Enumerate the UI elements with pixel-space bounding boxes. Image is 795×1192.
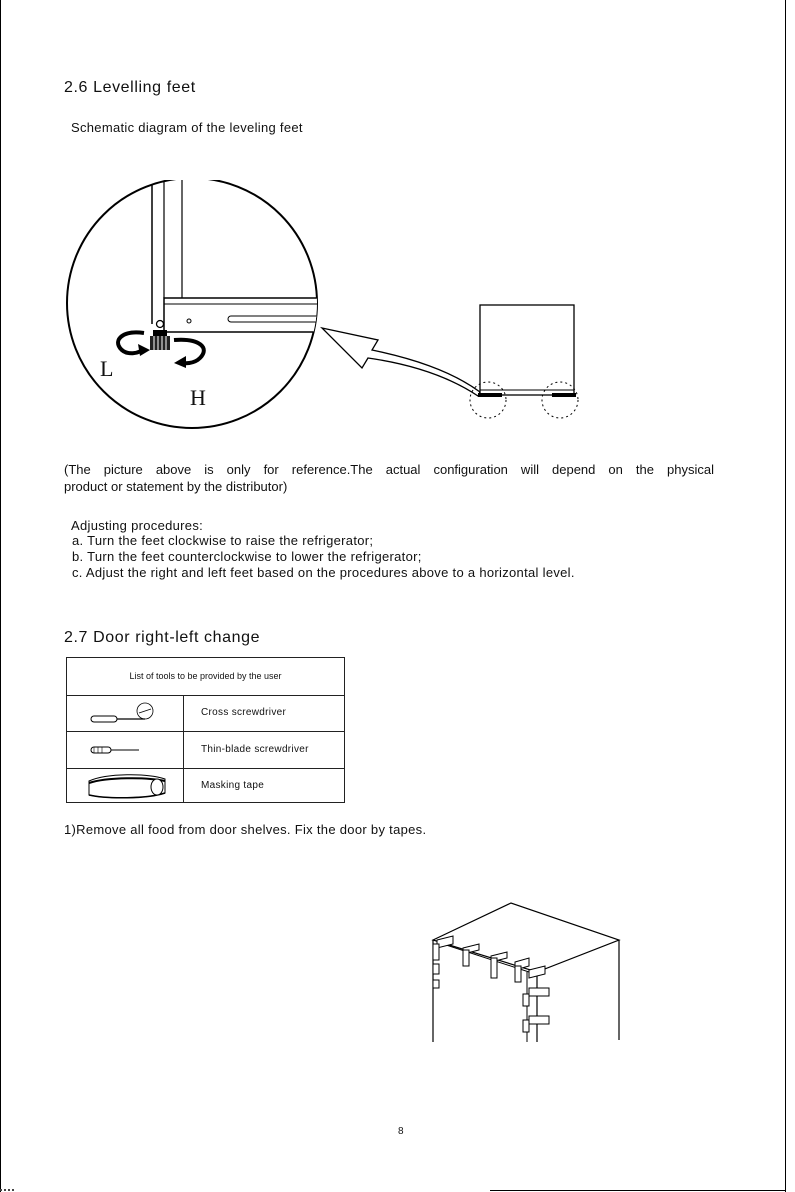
reference-note-line-1: (The picture above is only for reference.The actual configuration will depend on the physical <box>64 462 714 477</box>
step-1-text: 1)Remove all food from door shelves. Fix the door by tapes. <box>64 822 427 837</box>
corner-dots <box>0 1189 14 1191</box>
tools-table-header: List of tools to be provided by the user <box>67 658 344 696</box>
fridge-outline <box>480 305 574 395</box>
procedures-title: Adjusting procedures: <box>71 518 204 533</box>
tool-label: Cross screwdriver <box>201 707 287 718</box>
procedure-step-a: a. Turn the feet clockwise to raise the refrigerator; <box>72 533 374 548</box>
pointer-arrow <box>322 328 480 396</box>
thin-blade-screwdriver-icon <box>67 732 183 768</box>
tool-label: Thin-blade screwdriver <box>201 744 309 755</box>
cross-screwdriver-icon <box>67 695 183 731</box>
page-number: 8 <box>398 1126 404 1137</box>
taped-fridge-diagram <box>425 900 625 1050</box>
label-l: L <box>100 356 114 381</box>
procedure-step-c: c. Adjust the right and left feet based on the procedures above to a horizontal level. <box>72 565 575 580</box>
bottom-rule <box>490 1190 785 1191</box>
tool-row <box>67 695 344 732</box>
procedure-step-b: b. Turn the feet counterclockwise to lower the refrigerator; <box>72 549 422 564</box>
reference-note <box>64 461 714 495</box>
tool-row <box>67 732 344 769</box>
tools-table <box>66 657 345 803</box>
label-h: H <box>190 385 206 410</box>
reference-note-line-2: product or statement by the distributor) <box>64 479 288 494</box>
leveling-feet-diagram <box>60 180 600 440</box>
tool-label: Masking tape <box>201 780 265 791</box>
tool-row <box>67 769 344 803</box>
diagram-caption: Schematic diagram of the leveling feet <box>71 120 303 135</box>
section-2-7-title: 2.7 Door right-left change <box>64 629 261 646</box>
masking-tape-icon <box>67 769 183 803</box>
page-right-border <box>785 0 786 1192</box>
page-left-border <box>0 0 1 1192</box>
section-2-6-title: 2.6 Levelling feet <box>64 79 196 96</box>
leveling-foot <box>150 336 170 350</box>
